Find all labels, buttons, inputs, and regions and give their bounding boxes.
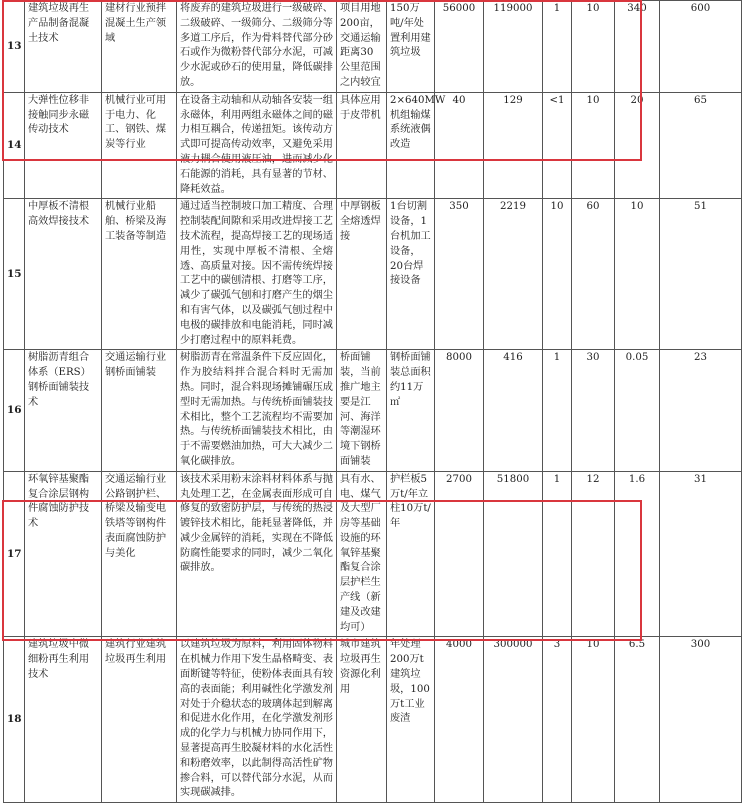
pct2-value: 10 (615, 199, 660, 350)
industry-field: 建材行业预拌混凝土生产领域 (102, 1, 177, 93)
row-number: 16 (4, 350, 25, 471)
investment-value: 56000 (435, 1, 484, 93)
potential-value: 300000 (484, 637, 543, 803)
row-number: 18 (4, 637, 25, 803)
typical-scale: 2×640MW机组输煤系统液偶改造 (387, 92, 435, 199)
technology-name: 中厚板不清根高效焊接技术 (25, 199, 102, 350)
row-number: 14 (4, 92, 25, 199)
industry-field: 交通运输行业钢桥面铺装 (102, 350, 177, 471)
pct2-value: 6.5 (615, 637, 660, 803)
technology-table (3, 0, 742, 803)
application-condition: 具有水、电、煤气及大型厂房等基础设施的环氧锌基聚酯复合涂层护栏生产线（新建及改建均可） (337, 471, 387, 637)
row-number: 17 (4, 471, 25, 637)
table-row (4, 637, 742, 803)
investment-value: 40 (435, 92, 484, 199)
potential-value: 51800 (484, 471, 543, 637)
technology-name: 大弹性位移非接触同步永磁传动技术 (25, 92, 102, 199)
pct1-value: 12 (572, 471, 615, 637)
typical-scale: 钢桥面铺装总面积约11万㎡ (387, 350, 435, 471)
years-value: 10 (543, 199, 572, 350)
table-row (4, 92, 742, 199)
technology-name: 树脂沥青组合体系（ERS）钢桥面铺装技术 (25, 350, 102, 471)
reduction-value: 65 (660, 92, 742, 199)
application-condition: 桥面铺装，当前推广地主要是江河、海洋等潮湿环境下钢桥面铺装 (337, 350, 387, 471)
typical-scale: 1台切割设备，1台机加工设备，20台焊接设备 (387, 199, 435, 350)
application-condition: 项目用地200亩，交通运输距离30公里范围之内较宜 (337, 1, 387, 93)
reduction-value: 51 (660, 199, 742, 350)
technology-content: 在设备主动轴和从动轴各安装一组永磁体，利用两组永磁体之间的磁力相互耦合，传递扭矩。该传动方式即可提高传动效率，又避免采用液力耦合使用液压油，进而减少化石能源的消耗，具有显著的节材、降耗效益。 (177, 92, 337, 199)
technology-name: 建筑垃圾中微细粉再生利用技术 (25, 637, 102, 803)
technology-content: 树脂沥青在常温条件下反应固化，作为胶结料拌合混合料时无需加热。同时，混合料现场摊铺碾压成型时无需加热。与传统桥面铺装技术相比，整个工艺流程均不需要加热。与传统桥面铺装技术相比，由于不需要燃油加热，可大大减少二氧化碳排放。 (177, 350, 337, 471)
technology-content: 将废弃的建筑垃圾进行一级破碎、二级破碎、一级筛分、二级筛分等多道工序后，作为骨料替代部分砂石或作为微粉替代部分水泥，可减少水泥或砂石的使用量，降低碳排放。 (177, 1, 337, 93)
table-row (4, 471, 742, 637)
typical-scale: 护栏板5万t/年立柱10万t/年 (387, 471, 435, 637)
pct1-value: 30 (572, 350, 615, 471)
reduction-value: 23 (660, 350, 742, 471)
industry-field: 机械行业可用于电力、化工、钢铁、煤炭等行业 (102, 92, 177, 199)
pct2-value: 1.6 (615, 471, 660, 637)
reduction-value: 300 (660, 637, 742, 803)
potential-value: 416 (484, 350, 543, 471)
years-value: 3 (543, 637, 572, 803)
pct1-value: 10 (572, 1, 615, 93)
technology-content: 该技术采用粉末涂料材料体系与抛丸处理工艺，在金属表面形成可自修复的致密防护层，与传统的热浸镀锌技术相比，能耗显著降低，并减少金属锌的消耗，实现在不降低防腐性能要求的同时，减少二氧化碳排放。 (177, 471, 337, 637)
years-value: <1 (543, 92, 572, 199)
industry-field: 交通运输行业公路钢护栏、桥梁及输变电铁塔等钢构件表面腐蚀防护与美化 (102, 471, 177, 637)
investment-value: 350 (435, 199, 484, 350)
years-value: 1 (543, 1, 572, 93)
potential-value: 119000 (484, 1, 543, 93)
row-number: 15 (4, 199, 25, 350)
pct2-value: 340 (615, 1, 660, 93)
table-row (4, 1, 742, 93)
potential-value: 2219 (484, 199, 543, 350)
investment-value: 2700 (435, 471, 484, 637)
potential-value: 129 (484, 92, 543, 199)
reduction-value: 600 (660, 1, 742, 93)
typical-scale: 年处理200万t建筑垃圾，100万t工业废渣 (387, 637, 435, 803)
technology-name: 建筑垃圾再生产品制备混凝土技术 (25, 1, 102, 93)
industry-field: 机械行业船舶、桥梁及海工装备等制造 (102, 199, 177, 350)
technology-content: 以建筑垃圾为原料，利用固体物料在机械力作用下发生晶格畸变、表面断键等特征，使粉体表面具有较高的表面能；利用碱性化学激发剂对处于介稳状态的玻璃体起到解离和促进水化作用，在化学激发剂形成的化学力与机械力协同作用下，显著提高再生胶凝材料的水化活性和粉磨效率，以此制得高活性矿物掺合料，可以替代部分水泥，从而实现碳减排。 (177, 637, 337, 803)
pct1-value: 10 (572, 92, 615, 199)
pct1-value: 60 (572, 199, 615, 350)
application-condition: 具体应用于皮带机 (337, 92, 387, 199)
table-row (4, 199, 742, 350)
investment-value: 4000 (435, 637, 484, 803)
typical-scale: 150万吨/年处置利用建筑垃圾 (387, 1, 435, 93)
years-value: 1 (543, 350, 572, 471)
years-value: 1 (543, 471, 572, 637)
application-condition: 中厚钢板全熔透焊接 (337, 199, 387, 350)
table-row (4, 350, 742, 471)
reduction-value: 31 (660, 471, 742, 637)
pct2-value: 0.05 (615, 350, 660, 471)
pct1-value: 10 (572, 637, 615, 803)
row-number: 13 (4, 1, 25, 93)
industry-field: 建筑行业建筑垃圾再生利用 (102, 637, 177, 803)
technology-name: 环氧锌基聚酯复合涂层钢构件腐蚀防护技术 (25, 471, 102, 637)
investment-value: 8000 (435, 350, 484, 471)
application-condition: 城市建筑垃圾再生资源化利用 (337, 637, 387, 803)
pct2-value: 20 (615, 92, 660, 199)
technology-content: 通过适当控制坡口加工精度、合理控制装配间隙和采用改进焊接工艺技术流程，提高焊接工艺的现场适用性，实现中厚板不清根、全熔透、高质量对接。因不需传统焊接工艺中的碳刨清根、打磨等工序，减少了碳弧气刨和打磨产生的烟尘和有害气体，以及碳弧气刨过程中电极的碳排放和电能消耗，同时减少打磨过程中的原料耗费。 (177, 199, 337, 350)
